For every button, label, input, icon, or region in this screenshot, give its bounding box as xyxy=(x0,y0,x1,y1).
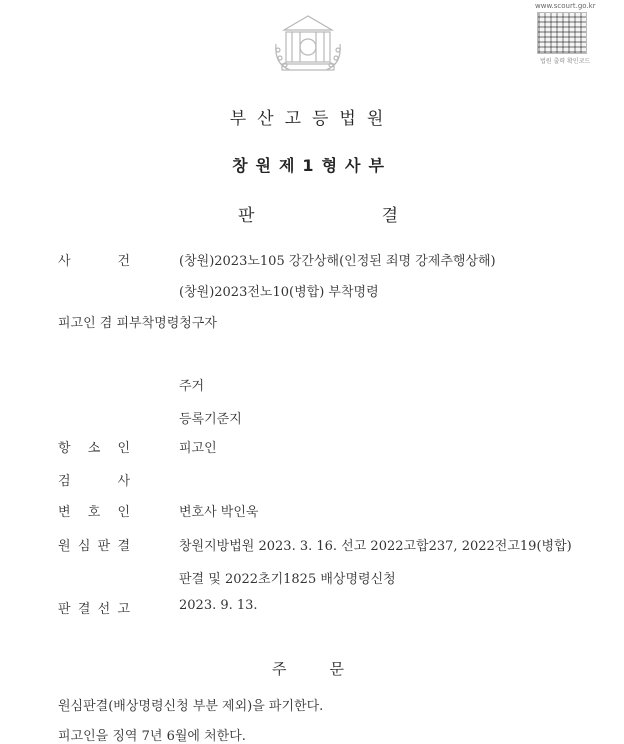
document-title-char: 결 xyxy=(381,206,398,226)
court-emblem-icon xyxy=(270,14,346,76)
label-char: 소 xyxy=(87,441,101,456)
case-line-1: (창원)2023노105 강간상해(인정된 죄명 강제추행상해) xyxy=(179,254,496,269)
original-judgment-line-2: 판결 및 2022초기1825 배상명령신청 xyxy=(179,572,396,587)
division-name: 창원제1형사부 xyxy=(232,156,392,175)
address-label: 주거 xyxy=(179,379,205,394)
ruling-title xyxy=(272,658,344,679)
label-char: 변 xyxy=(58,505,71,520)
label-char: 인 xyxy=(117,441,130,456)
qr-code xyxy=(537,12,587,54)
label-char: 결 xyxy=(77,602,91,617)
label-char: 판 xyxy=(58,602,71,617)
label-char: 원 xyxy=(58,539,71,554)
ruling-title-char: 문 xyxy=(329,660,344,678)
qr-caption: 법원 출력 확인코드 xyxy=(540,58,591,65)
qr-url: www.scourt.go.kr xyxy=(535,2,596,10)
ruling-line: 피고인을 징역 7년 6월에 처한다. xyxy=(58,729,246,744)
original-judgment-line-1: 창원지방법원 2023. 3. 16. 선고 2022고합237, 2022전고19(병합) xyxy=(179,539,572,554)
document-title xyxy=(238,201,398,226)
appellant-value: 피고인 xyxy=(179,441,217,456)
label-char: 판 xyxy=(97,539,111,554)
case-line-2: (창원)2023전노10(병합) 부착명령 xyxy=(179,285,379,300)
label-char: 인 xyxy=(117,505,130,520)
case-label xyxy=(58,250,130,269)
label-char: 건 xyxy=(117,254,130,269)
prosecutor-label xyxy=(58,470,130,489)
document-title-char: 판 xyxy=(238,206,255,226)
label-char: 결 xyxy=(117,539,130,554)
court-name: 부산고등법원 xyxy=(229,109,395,129)
label-char: 항 xyxy=(58,441,71,456)
label-char: 고 xyxy=(117,602,130,617)
label-char: 심 xyxy=(77,539,91,554)
label-char: 사 xyxy=(58,254,71,269)
original-judgment-label xyxy=(58,535,130,554)
ruling-title-char: 주 xyxy=(272,660,287,678)
appellant-label xyxy=(58,437,130,456)
sentence-date-value: 2023. 9. 13. xyxy=(179,598,258,613)
defendant-label: 피고인 겸 피부착명령청구자 xyxy=(58,316,217,331)
label-char: 선 xyxy=(97,602,111,617)
label-char: 호 xyxy=(87,505,101,520)
counsel-label xyxy=(58,501,130,520)
counsel-value: 변호사 박인욱 xyxy=(179,505,259,520)
ruling-line: 원심판결(배상명령신청 부분 제외)을 파기한다. xyxy=(58,699,324,714)
label-char: 사 xyxy=(117,474,130,489)
label-char: 검 xyxy=(58,474,71,489)
registry-label: 등록기준지 xyxy=(179,412,242,427)
sentence-date-label xyxy=(58,598,130,617)
